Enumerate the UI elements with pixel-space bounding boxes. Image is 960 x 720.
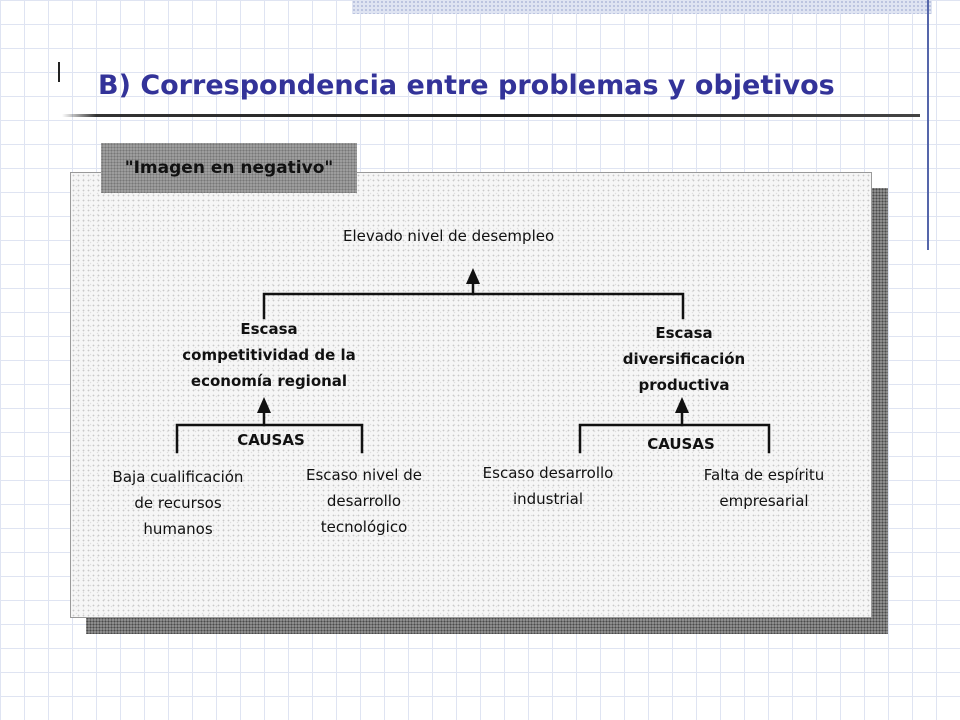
- cause-line: de recursos: [134, 494, 222, 512]
- left-causes-label: CAUSAS: [237, 431, 305, 449]
- cause-node: [686, 462, 842, 514]
- left-arrow-head: [257, 397, 271, 413]
- top-effect-text: Elevado nivel de desempleo: [343, 227, 555, 245]
- cause-node: [100, 464, 256, 542]
- cause-line: empresarial: [719, 492, 809, 510]
- cause-line: tecnológico: [320, 518, 408, 536]
- right-problem: [604, 320, 764, 398]
- right-causes-label: CAUSAS: [647, 435, 715, 453]
- top-effect: [343, 223, 554, 249]
- right-problem-line: productiva: [638, 376, 730, 394]
- cause-line: Baja cualificación: [112, 468, 244, 486]
- cause-node: [470, 460, 626, 512]
- slide-title: B) Correspondencia entre problemas y objetivos: [98, 70, 835, 101]
- top-bracket: [264, 294, 683, 318]
- left-problem-line: economía regional: [190, 372, 348, 390]
- left-problem-line: competitividad de la: [182, 346, 356, 364]
- left-problem: [176, 316, 362, 394]
- cause-line: Escaso desarrollo: [482, 464, 614, 482]
- right-arrow-head: [675, 397, 689, 413]
- right-problem-line: Escasa: [655, 324, 713, 342]
- panel-label: "Imagen en negativo": [101, 143, 357, 193]
- cause-line: industrial: [512, 490, 584, 508]
- cause-node: [292, 462, 436, 540]
- cause-line: humanos: [143, 520, 213, 538]
- left-problem-line: Escasa: [240, 320, 298, 338]
- cause-line: desarrollo: [326, 492, 402, 510]
- cause-line: Falta de espíritu: [703, 466, 825, 484]
- right-problem-line: diversificación: [622, 350, 746, 368]
- top-arrow-head: [466, 268, 480, 284]
- cause-line: Escaso nivel de: [306, 466, 422, 484]
